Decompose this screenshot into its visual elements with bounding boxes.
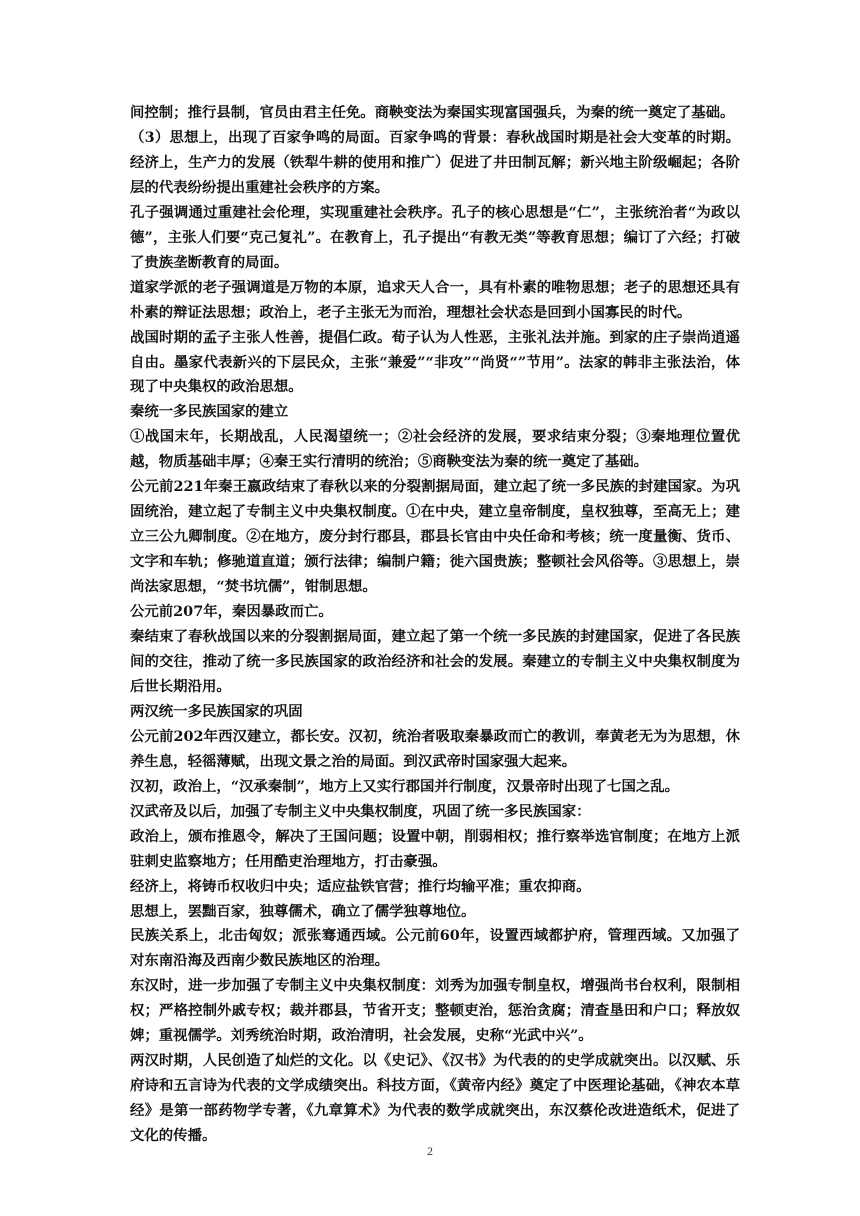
paragraph: 公元前221年秦王嬴政结束了春秋以来的分裂割据局面，建立起了统一多民族的封建国家。为巩固统治，建立起了专制主义中央集权制度。①在中央，建立皇帝制度，皇权独尊，至高无上；建立三公九卿制度。②在地方，废分封行郡县，郡县长官由中央任命和考核；统一度量衡、货币、文字和车轨；修驰道直道；颁行法律；编制户籍；徙六国贵族；整顿社会风俗等。③思想上，崇尚法家思想，“焚书坑儒”，钳制思想。 bbox=[130, 478, 740, 596]
paragraph: （3）思想上，出现了百家争鸣的局面。百家争鸣的背景：春秋战国时期是社会大变革的时期。经济上，生产力的发展（铁犁牛耕的使用和推广）促进了井田制瓦解；新兴地主阶级崛起；各阶层的代表纷纷提出重建社会秩序的方案。 bbox=[130, 128, 740, 196]
section-heading: 秦统一多民族国家的建立 bbox=[130, 403, 289, 421]
paragraph: 间控制；推行县制，官员由君主任免。商鞅变法为秦国实现富国强兵，为秦的统一奠定了基础。 bbox=[130, 104, 735, 121]
paragraph: 两汉时期，人民创造了灿烂的文化。以《史记》、《汉书》为代表的的史学成就突出。以汉赋、乐府诗和五言诗为代表的文学成绩突出。科技方面，《黄帝内经》奠定了中医理论基础，《神农本草经》是第一部药物学专著，《九章算术》为代表的数学成就突出，东汉蔡伦改进造纸术，促进了文化的传播。 bbox=[130, 1052, 740, 1145]
paragraph: 汉武帝及以后，加强了专制主义中央集权制度，巩固了统一多民族国家： bbox=[130, 802, 591, 820]
paragraph: 孔子强调通过重建社会伦理，实现重建社会秩序。孔子的核心思想是“仁”，主张统治者“为政以德”，主张人们要“克己复礼”。在教育上，孔子提出“有教无类”等教育思想；编订了六经；打破了贵族垄断教育的局面。 bbox=[130, 203, 740, 271]
paragraph: 民族关系上，北击匈奴；派张骞通西域。公元前60年，设置西域都护府，管理西域。又加强了对东南沿海及西南少数民族地区的治理。 bbox=[130, 927, 740, 970]
paragraph: 汉初，政治上，“汉承秦制”，地方上又实行郡国并行制度，汉景帝时出现了七国之乱。 bbox=[130, 777, 680, 795]
paragraph: 道家学派的老子强调道是万物的本原，追求天人合一，具有朴素的唯物思想；老子的思想还具有朴素的辩证法思想；政治上，老子主张无为而治，理想社会状态是回到小国寡民的时代。 bbox=[130, 278, 740, 321]
paragraph: 秦结束了春秋战国以来的分裂割据局面，建立起了第一个统一多民族的封建国家，促进了各民族间的交往，推动了统一多民族国家的政治经济和社会的发展。秦建立的专制主义中央集权制度为后世长期沿用。 bbox=[130, 628, 740, 695]
paragraph: 政治上，颁布推恩令，解决了王国问题；设置中朝，削弱相权；推行察举选官制度；在地方上派驻刺史监察地方；任用酷吏治理地方，打击豪强。 bbox=[130, 827, 740, 870]
paragraph: 思想上，罢黜百家，独尊儒术，确立了儒学独尊地位。 bbox=[130, 902, 476, 920]
paragraph: 经济上，将铸币权收归中央；适应盐铁官营；推行均输平准；重农抑商。 bbox=[130, 877, 591, 895]
paragraph: ①战国末年，长期战乱，人民渴望统一；②社会经济的发展，要求结束分裂；③秦地理位置优越，物质基础丰厚；④秦王实行清明的统治；⑤商鞅变法为秦的统一奠定了基础。 bbox=[130, 428, 740, 471]
page-number: 2 bbox=[427, 1144, 433, 1158]
paragraph: 公元前202年西汉建立，都长安。汉初，统治者吸取秦暴政而亡的教训，奉黄老无为为思想，休养生息，轻徭薄赋，出现文景之治的局面。到汉武帝时国家强大起来。 bbox=[130, 727, 740, 770]
paragraph: 公元前207年，秦因暴政而亡。 bbox=[130, 603, 333, 621]
document-body bbox=[130, 101, 740, 1149]
paragraph: 战国时期的孟子主张人性善，提倡仁政。荀子认为人性恶，主张礼法并施。到家的庄子崇尚逍遥自由。墨家代表新兴的下层民众，主张“兼爱”“非攻”“尚贤“”节用”。法家的韩非主张法治，体现了中央集权的政治思想。 bbox=[130, 328, 740, 396]
paragraph: 东汉时，进一步加强了专制主义中央集权制度：刘秀为加强专制皇权，增强尚书台权利，限制相权；严格控制外戚专权；裁并郡县，节省开支；整顿吏治，惩治贪腐；清查垦田和户口；释放奴婢；重视儒学。刘秀统治时期，政治清明，社会发展，史称“光武中兴”。 bbox=[130, 977, 740, 1045]
section-heading: 两汉统一多民族国家的巩固 bbox=[130, 702, 303, 720]
